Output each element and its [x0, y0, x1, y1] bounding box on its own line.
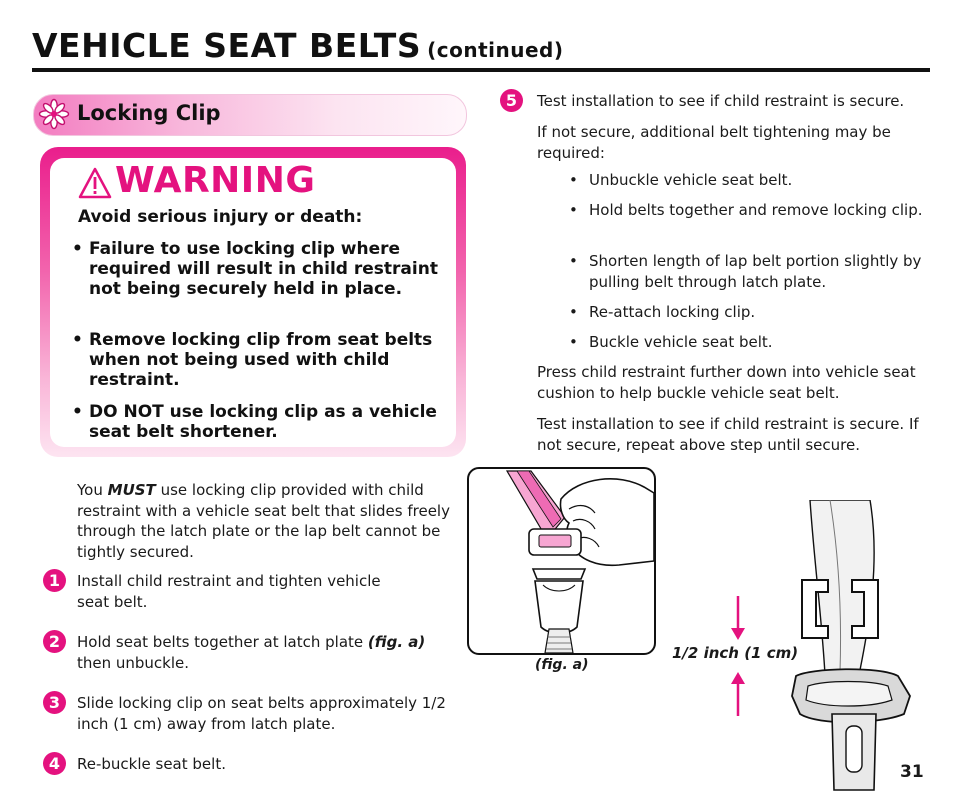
step-number-badge: 3: [43, 691, 66, 714]
step-5-bullet-text: Buckle vehicle seat belt.: [589, 333, 773, 351]
fig-a-reference: (fig. a): [367, 633, 426, 651]
step-5-bullet: • Re-attach locking clip.: [569, 302, 931, 323]
step-number-badge: 2: [43, 630, 66, 653]
step-5-bullet-text: Unbuckle vehicle seat belt.: [589, 171, 793, 189]
page-subtitle: (continued): [427, 38, 564, 62]
step-number-badge: 1: [43, 569, 66, 592]
warning-bullet-text: DO NOT use locking clip as a vehicle seat belt shortener.: [89, 402, 437, 442]
step-5-paragraph-1: If not secure, additional belt tightening may be required:: [537, 123, 891, 162]
step-2-before: Hold seat belts together at latch plate: [77, 633, 364, 651]
warning-bullet-text: Remove locking clip from seat belts when not being used with child restraint.: [89, 330, 433, 390]
warning-bullet: • DO NOT use locking clip as a vehicle seat belt shortener.: [72, 402, 448, 442]
intro-before: You: [77, 481, 103, 499]
warning-bullet-text: Failure to use locking clip where required will result in child restraint not being securely held in place.: [89, 239, 438, 299]
figure-a-illustration: [467, 467, 656, 655]
figure-a-caption: (fig. a): [535, 657, 589, 673]
warning-title: WARNING: [115, 160, 316, 201]
step-3-text: Slide locking clip on seat belts approximately 1/2 inch (1 cm) away from latch plate.: [77, 694, 446, 733]
hand-latch-plate-drawing: [469, 469, 654, 653]
warning-lead: Avoid serious injury or death:: [78, 207, 363, 227]
step-5-paragraph-3: Test installation to see if child restraint is secure. If not secure, repeat above step until secure.: [537, 415, 919, 454]
step-5-bullet: • Shorten length of lap belt portion slightly by pulling belt through latch plate.: [569, 251, 931, 292]
step-5-bullet-text: Shorten length of lap belt portion slightly by pulling belt through latch plate.: [589, 252, 922, 291]
page-title: [32, 26, 563, 65]
intro-paragraph: [77, 480, 452, 562]
intro-after: use locking clip provided with child restraint with a vehicle seat belt that slides freely through the latch plate or the lap belt cannot be tightly secured.: [77, 481, 450, 561]
step-number-badge: 5: [500, 89, 523, 112]
header-rule: [32, 68, 930, 72]
warning-bullet: • Remove locking clip from seat belts when not being used with child restraint.: [72, 330, 448, 390]
page-title-text: VEHICLE SEAT BELTS: [32, 26, 422, 65]
dimension-label: 1/2 inch (1 cm): [672, 644, 799, 662]
step-1-text: Install child restraint and tighten vehicle seat belt.: [77, 572, 381, 611]
step-5-paragraph-2: Press child restraint further down into vehicle seat cushion to help buckle vehicle seat belt.: [537, 363, 916, 402]
step-4-text: Re-buckle seat belt.: [77, 755, 226, 773]
step-2-text: [77, 632, 452, 673]
page-number: 31: [900, 762, 924, 782]
section-title: Locking Clip: [77, 101, 221, 125]
warning-triangle-icon: [78, 167, 112, 199]
step-number-badge: 4: [43, 752, 66, 775]
step-2-after: then unbuckle.: [77, 653, 190, 672]
asterisk-flower-icon: [38, 98, 70, 130]
step-5-bullet: • Hold belts together and remove locking clip.: [569, 200, 931, 221]
step-5-text: Test installation to see if child restraint is secure.: [537, 92, 905, 110]
step-5-bullet-text: Re-attach locking clip.: [589, 303, 756, 321]
step-5-bullet: • Unbuckle vehicle seat belt.: [569, 170, 931, 191]
intro-emphasis: MUST: [107, 481, 156, 499]
warning-bullet: • Failure to use locking clip where required will result in child restraint not being securely held in place.: [72, 239, 448, 299]
step-5-bullet-text: Hold belts together and remove locking clip.: [589, 201, 923, 219]
step-5-bullet: • Buckle vehicle seat belt.: [569, 332, 931, 353]
